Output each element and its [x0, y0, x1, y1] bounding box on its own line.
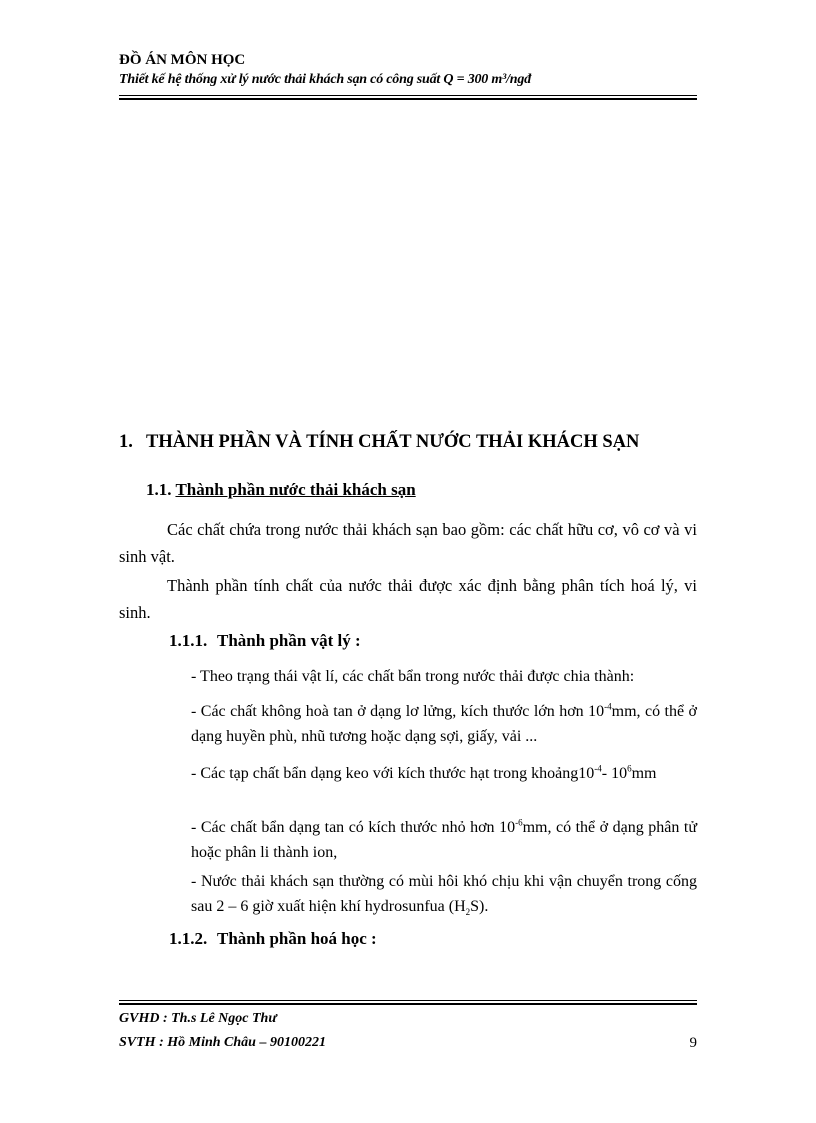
- paragraph: Các chất chứa trong nước thải khách sạn bao gồm: các chất hữu cơ, vô cơ và vi sinh vật.: [119, 520, 697, 566]
- page-footer: [119, 1007, 697, 1055]
- section-title: THÀNH PHẦN VÀ TÍNH CHẤT NƯỚC THẢI KHÁCH SẠN: [146, 432, 640, 452]
- course-title: ĐỒ ÁN MÔN HỌC: [119, 52, 246, 68]
- page-header: [119, 50, 697, 90]
- supervisor: GVHD : Th.s Lê Ngọc Thư: [119, 1011, 277, 1026]
- section-heading-1-1: [146, 480, 416, 500]
- list-item: - Các tạp chất bẩn dạng keo với kích thước hạt trong $khoảng10^{-4}-$ $10^6mm$: [191, 763, 657, 782]
- subsubsection-title: Thành phần vật lý :: [217, 631, 361, 650]
- header-rule: [119, 95, 697, 100]
- subsubsection-number: 1.1.2.: [169, 929, 208, 948]
- paragraph: Thành phần tính chất của nước thải được xác định bằng phân tích hoá lý, vi sinh.: [119, 576, 697, 622]
- list-item: - Các chất bẩn dạng tan có kích thước nhỏ hơn $10^{-6}mm$, có thể ở dạng phân tử hoặc phân li thành ion,: [191, 817, 697, 861]
- student: SVTH : Hồ Minh Châu – 90100221: [119, 1035, 326, 1050]
- subsubsection-number: 1.1.1.: [169, 631, 208, 650]
- list-item: - Theo trạng thái vật lí, các chất bẩn trong nước thải được chia thành:: [191, 668, 635, 685]
- subsubsection-title: Thành phần hoá học :: [217, 929, 377, 948]
- section-heading-1: [119, 432, 639, 453]
- section-number: 1.: [119, 432, 133, 452]
- footer-rule: [119, 1000, 697, 1005]
- subsection-title: Thành phần nước thải khách sạn: [175, 480, 416, 499]
- subsection-number: 1.1.: [146, 480, 172, 499]
- list-item: - Nước thải khách sạn thường có mùi hôi khó chịu khi vận chuyển trong cống sau 2 – 6 giờ xuất hiện khí hydrosunfua $(H_2S)$.: [191, 873, 697, 918]
- page-number: 9: [689, 1035, 697, 1051]
- list-item: - Các chất không hoà tan ở dạng lơ lửng, kích thước lớn hơn $10^{-4}mm$, có thể ở dạng huyền phù, nhũ tương hoặc dạng sợi, giấy, vải ...: [191, 701, 698, 745]
- project-title: Thiết kế hệ thống xử lý nước thải khách sạn có công suất Q = 300 m³/ngđ: [119, 72, 531, 87]
- section-heading-1-1-2: [169, 929, 377, 949]
- section-heading-1-1-1: [169, 631, 361, 651]
